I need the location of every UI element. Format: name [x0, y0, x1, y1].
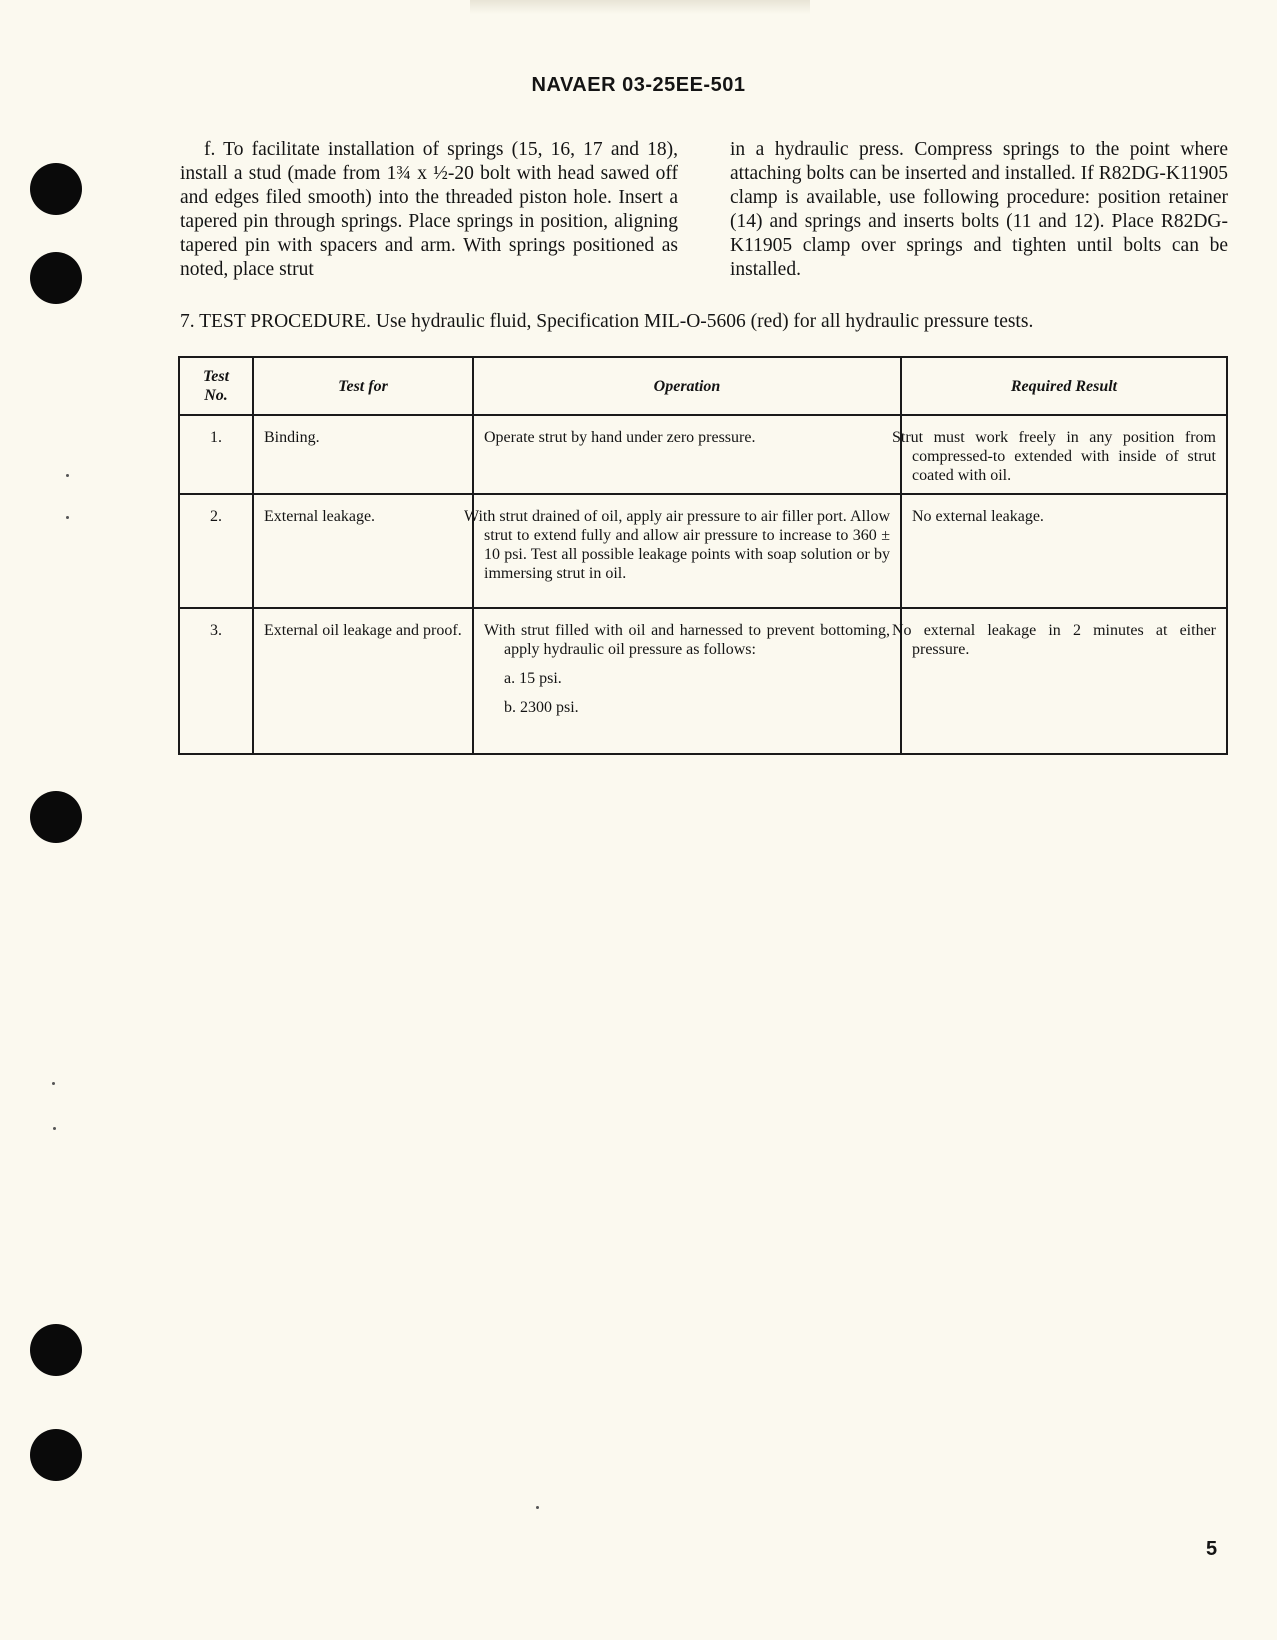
operation-step-a: a. 15 psi.: [504, 670, 562, 687]
column-header-required-result: Required Result: [901, 357, 1227, 415]
binder-hole: [30, 1429, 82, 1481]
column-header-test-for: Test for: [253, 357, 473, 415]
table-row: [179, 494, 1227, 608]
operation-text: With strut filled with oil and harnessed to prevent bottoming, apply hydraulic oil pressure as follows:: [484, 622, 890, 658]
instruction-columns: [180, 138, 1228, 282]
cell-required-result: No external leakage.: [901, 494, 1227, 608]
test-procedure-table: [178, 356, 1228, 755]
column-header-test-no: [179, 357, 253, 415]
cell-test-no: 3.: [179, 608, 253, 754]
table-row: [179, 415, 1227, 494]
operation-step-b: b. 2300 psi.: [504, 699, 579, 716]
instruction-right-column: in a hydraulic press. Compress springs to the point where attaching bolts can be inserted and installed. If R82DG-K11905 clamp is available, use following procedure: position retainer (14) and springs and inserts bolts (11 and 12). Place R82DG-K11905 clamp over springs and tighten until bolts can be installed.: [730, 139, 1228, 280]
scan-artifact: [470, 0, 810, 14]
instruction-left-column: f. To facilitate installation of springs (15, 16, 17 and 18), install a stud (made from 1¾ x ½-20 bolt with head sawed off and edges filed smooth) into the threaded piston hole. Insert a tapered pin through springs. Place springs in position, aligning tapered pin with spacers and arm. With springs positioned as noted, place strut: [180, 139, 678, 280]
column-header-operation: Operation: [473, 357, 901, 415]
header-no-label: No.: [204, 387, 228, 404]
scan-speck: [52, 1082, 55, 1085]
scan-speck: [536, 1506, 539, 1509]
cell-operation: [473, 608, 901, 754]
table-header-row: [179, 357, 1227, 415]
cell-operation: Operate strut by hand under zero pressure.: [473, 415, 901, 494]
cell-required-result: Strut must work freely in any position from compressed-to extended with inside of strut coated with oil.: [901, 415, 1227, 494]
cell-test-for: External oil leakage and proof.: [253, 608, 473, 754]
document-number: NAVAER 03-25EE-501: [531, 74, 746, 96]
binder-hole: [30, 163, 82, 215]
table-row: [179, 608, 1227, 754]
cell-test-for: External leakage.: [253, 494, 473, 608]
cell-operation: With strut drained of oil, apply air pressure to air filler port. Allow strut to extend fully and allow air pressure to increase to 360 ± 10 psi. Test all possible leakage points with soap solution or by immersing strut in oil.: [473, 494, 901, 608]
scan-speck: [66, 516, 69, 519]
cell-test-no: 1.: [179, 415, 253, 494]
scan-speck: [53, 1127, 56, 1130]
cell-test-for: Binding.: [253, 415, 473, 494]
scan-speck: [66, 474, 69, 477]
page-number: 5: [1206, 1538, 1218, 1560]
cell-required-result: No external leakage in 2 minutes at either pressure.: [901, 608, 1227, 754]
section-heading: 7. TEST PROCEDURE. Use hydraulic fluid, Specification MIL-O-5606 (red) for all hydraulic pressure tests.: [180, 311, 1034, 332]
binder-hole: [30, 252, 82, 304]
cell-test-no: 2.: [179, 494, 253, 608]
header-test-label: Test: [202, 368, 230, 385]
binder-hole: [30, 791, 82, 843]
binder-hole: [30, 1324, 82, 1376]
